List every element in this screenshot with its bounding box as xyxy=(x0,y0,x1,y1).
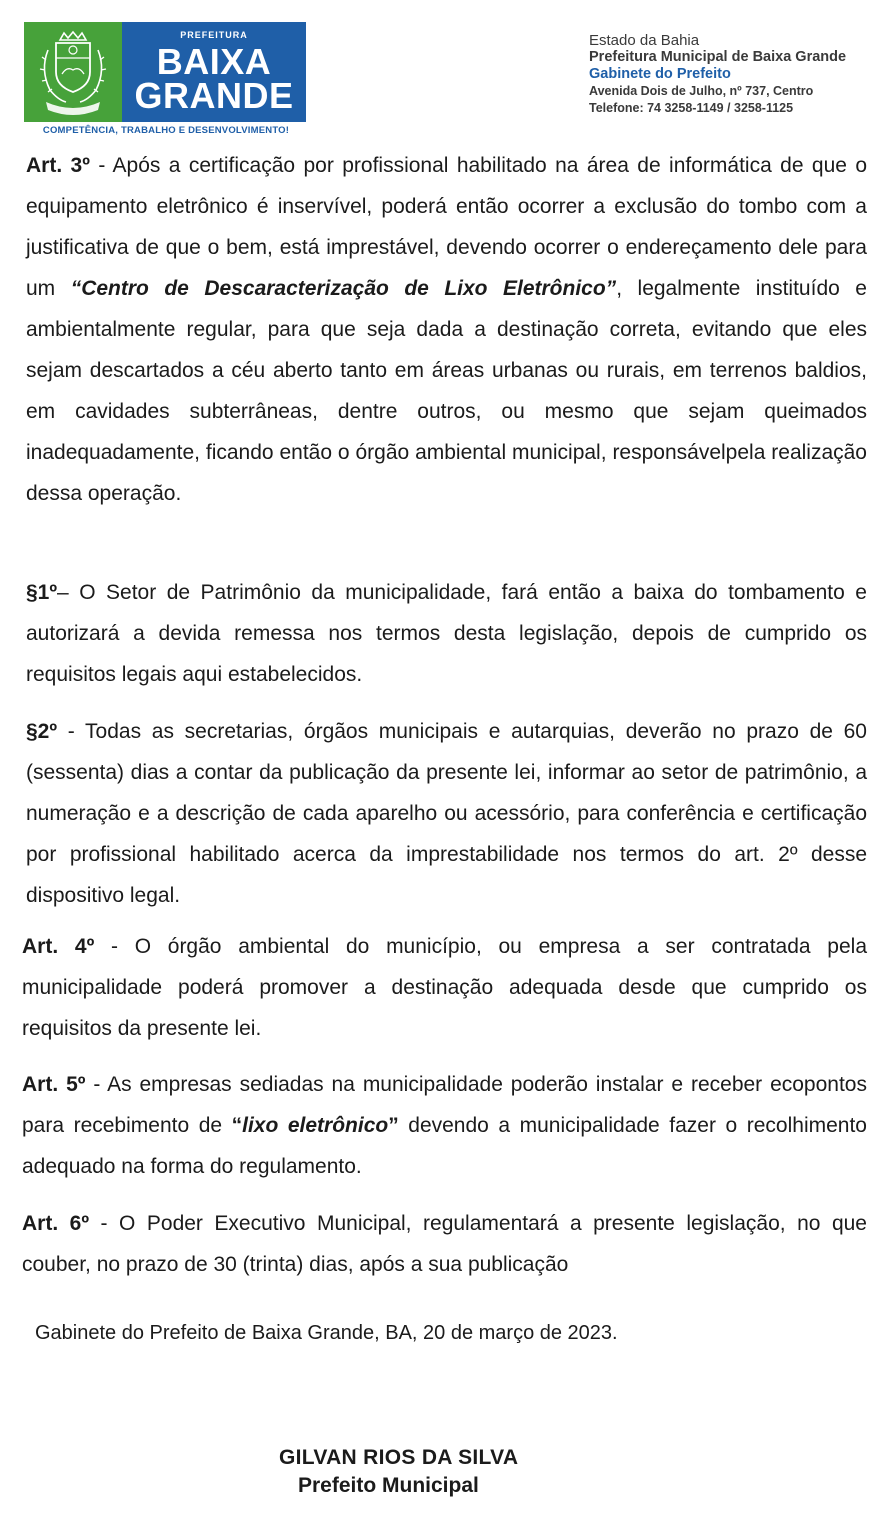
org-address: Avenida Dois de Julho, nº 737, Centro xyxy=(589,84,814,98)
article-3-paragraph xyxy=(26,145,867,514)
article-5-emphasis: lixo eletrônico xyxy=(242,1114,389,1137)
article-4-text: - O órgão ambiental do município, ou empresa a ser contratada pela municipalidade poderá promover a destinação adequada desde que cumprido os requisitos da presente lei. xyxy=(22,935,867,1040)
article-3-text-1: - Após a certificação por profissional habilitado na área de informática de que o equipamento eletrônico é inservível, poderá então ocorrer a exclusão do tombo com a justificativa de que o bem, está imprestável, devendo ocorrer o endereçamento dele para um xyxy=(26,154,867,300)
article-6-text: - O Poder Executivo Municipal, regulamentará a presente legislação, no que couber, no prazo de 30 (trinta) dias, após a sua publicação xyxy=(22,1212,867,1276)
org-prefeitura: Prefeitura Municipal de Baixa Grande xyxy=(589,49,847,65)
paragraph-2-section xyxy=(26,711,867,916)
closing-date-line: Gabinete do Prefeito de Baixa Grande, BA, 20 de março de 2023. xyxy=(35,1322,618,1344)
logo-prefeitura-text: PREFEITURA xyxy=(180,30,248,40)
org-state: Estado da Bahia xyxy=(589,32,700,49)
article-5-label: Art. 5º xyxy=(22,1073,86,1096)
article-4-paragraph xyxy=(22,926,867,1049)
article-5-paragraph xyxy=(22,1064,867,1187)
paragraph-1-section xyxy=(26,572,867,695)
signature-name: GILVAN RIOS DA SILVA xyxy=(279,1446,519,1469)
signature-title: Prefeito Municipal xyxy=(298,1474,479,1497)
org-phone: Telefone: 74 3258-1149 / 3258-1125 xyxy=(589,101,794,115)
article-6-label: Art. 6º xyxy=(22,1212,90,1235)
article-4-label: Art. 4º xyxy=(22,935,95,958)
paragraph-2-label: §2º xyxy=(26,720,58,743)
org-gabinete: Gabinete do Prefeito xyxy=(589,66,731,82)
article-5-quote-close: ” xyxy=(388,1114,399,1137)
paragraph-2-text: - Todas as secretarias, órgãos municipais e autarquias, deverão no prazo de 60 (sessenta) dias a contar da publicação da presente lei, informar ao setor de patrimônio, a numeração e a descrição de cada aparelho ou acessório, para conferência e certificação por profissional habilitado acerca da imprestabilidade nos termos do art. 2º desse dispositivo legal. xyxy=(26,720,867,907)
article-6-paragraph xyxy=(22,1203,867,1285)
article-3-emphasis: “Centro de Descaracterização de Lixo Eletrônico” xyxy=(70,277,617,300)
logo-name-line1: BAIXA xyxy=(156,41,272,82)
article-5-text-1: - As empresas sediadas na municipalidade poderão instalar e receber ecopontos para recebimento de xyxy=(22,1073,867,1137)
article-5-quote-open: “ xyxy=(231,1114,243,1137)
logo-slogan: COMPETÊNCIA, TRABALHO E DESENVOLVIMENTO! xyxy=(42,125,290,136)
paragraph-1-text: – O Setor de Patrimônio da municipalidade, fará então a baixa do tombamento e autorizará a devida remessa nos termos desta legislação, depois de cumprido os requisitos legais aqui estabelecidos. xyxy=(26,581,867,686)
paragraph-1-label: §1º xyxy=(26,581,58,604)
article-5-text-2: devendo a municipalidade fazer o recolhimento adequado na forma do regulamento. xyxy=(22,1114,867,1178)
coat-of-arms-icon xyxy=(34,30,112,116)
org-info-block xyxy=(589,32,846,117)
logo-name-line2: GRANDE xyxy=(134,75,294,116)
article-3-label: Art. 3º xyxy=(26,154,90,177)
municipality-logo xyxy=(24,22,306,122)
article-3-text-2: , legalmente instituído e ambientalmente regular, para que seja dada a destinação correta, evitando que eles sejam descartados a céu aberto tanto em áreas urbanas ou rurais, em terrenos baldios, em cavidades subterrâneas, dentre outros, ou mesmo que sejam queimados inadequadamente, ficando então o órgão ambiental municipal, responsávelpela realização dessa operação. xyxy=(26,277,867,505)
